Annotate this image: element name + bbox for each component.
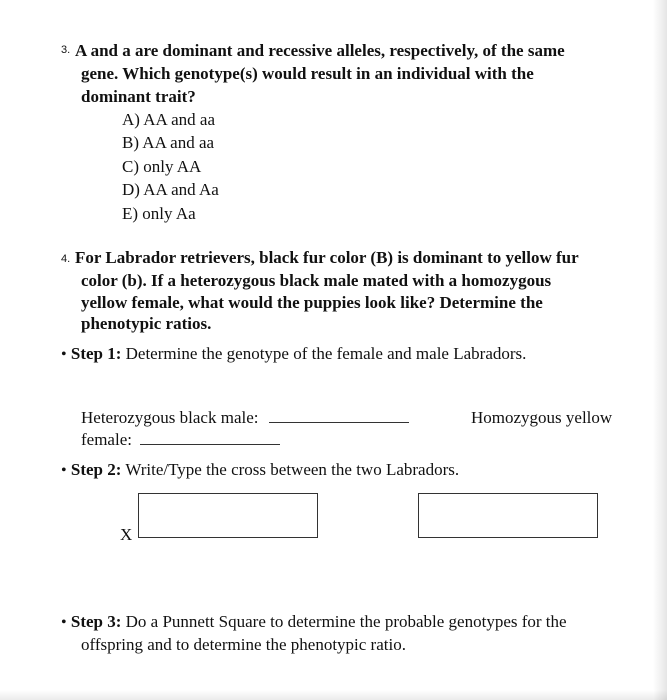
step2 bbox=[61, 458, 459, 482]
q3-prompt-line-3: dominant trait? bbox=[81, 87, 196, 106]
female-genotype-label-2: female: bbox=[81, 430, 132, 449]
female-genotype-blank[interactable] bbox=[140, 443, 280, 445]
q3-option-e: E) only Aa bbox=[122, 204, 196, 223]
step1-text: Determine the genotype of the female and male Labradors. bbox=[125, 344, 527, 363]
q4-prompt-line-2: color (b). If a heterozygous black male mated with a homozygous bbox=[81, 271, 552, 290]
male-genotype-label: Heterozygous black male: bbox=[81, 408, 259, 427]
step3-text-line-1: Do a Punnett Square to determine the probable genotypes for the bbox=[125, 612, 567, 631]
page-edge-shadow bbox=[653, 0, 667, 700]
q4-prompt-line-3: yellow female, what would the puppies look like? Determine the bbox=[81, 293, 543, 312]
q4-prompt-line-1: For Labrador retrievers, black fur color (B) is dominant to yellow fur bbox=[75, 248, 579, 267]
female-genotype-row bbox=[81, 428, 280, 451]
step2-text: Write/Type the cross between the two Labradors. bbox=[125, 460, 460, 479]
q3-option-a: A) AA and aa bbox=[122, 110, 216, 129]
q3-prompt-line-2: gene. Which genotype(s) would result in an individual with the bbox=[81, 64, 534, 83]
q3-option-b: B) AA and aa bbox=[122, 133, 215, 152]
parent-2-genotype-box[interactable] bbox=[418, 493, 598, 538]
q4-number: 4. bbox=[61, 253, 71, 265]
parent-1-genotype-box[interactable] bbox=[138, 493, 318, 538]
q3-prompt-line-1: A and a are dominant and recessive alleles, respectively, of the same bbox=[75, 41, 565, 60]
page-bottom-shadow bbox=[0, 690, 667, 700]
step1 bbox=[61, 342, 526, 366]
q3-option-c: C) only AA bbox=[122, 157, 202, 176]
q3-option-d: D) AA and Aa bbox=[122, 180, 219, 199]
q3-number: 3. bbox=[61, 44, 71, 56]
bullet: • bbox=[61, 614, 67, 631]
bullet: • bbox=[61, 462, 67, 479]
step3-label: Step 3: bbox=[70, 612, 122, 631]
bullet: • bbox=[61, 346, 67, 363]
step2-label: Step 2: bbox=[70, 460, 122, 479]
cross-symbol: X bbox=[120, 525, 133, 544]
male-genotype-row bbox=[81, 406, 409, 429]
step3-text-line-2: offspring and to determine the phenotypic ratio. bbox=[81, 635, 406, 654]
q4-prompt-line-4: phenotypic ratios. bbox=[81, 314, 212, 333]
female-genotype-label-1: Homozygous yellow bbox=[471, 408, 613, 427]
step3 bbox=[61, 610, 567, 634]
male-genotype-blank[interactable] bbox=[269, 421, 409, 423]
step1-label: Step 1: bbox=[70, 344, 122, 363]
